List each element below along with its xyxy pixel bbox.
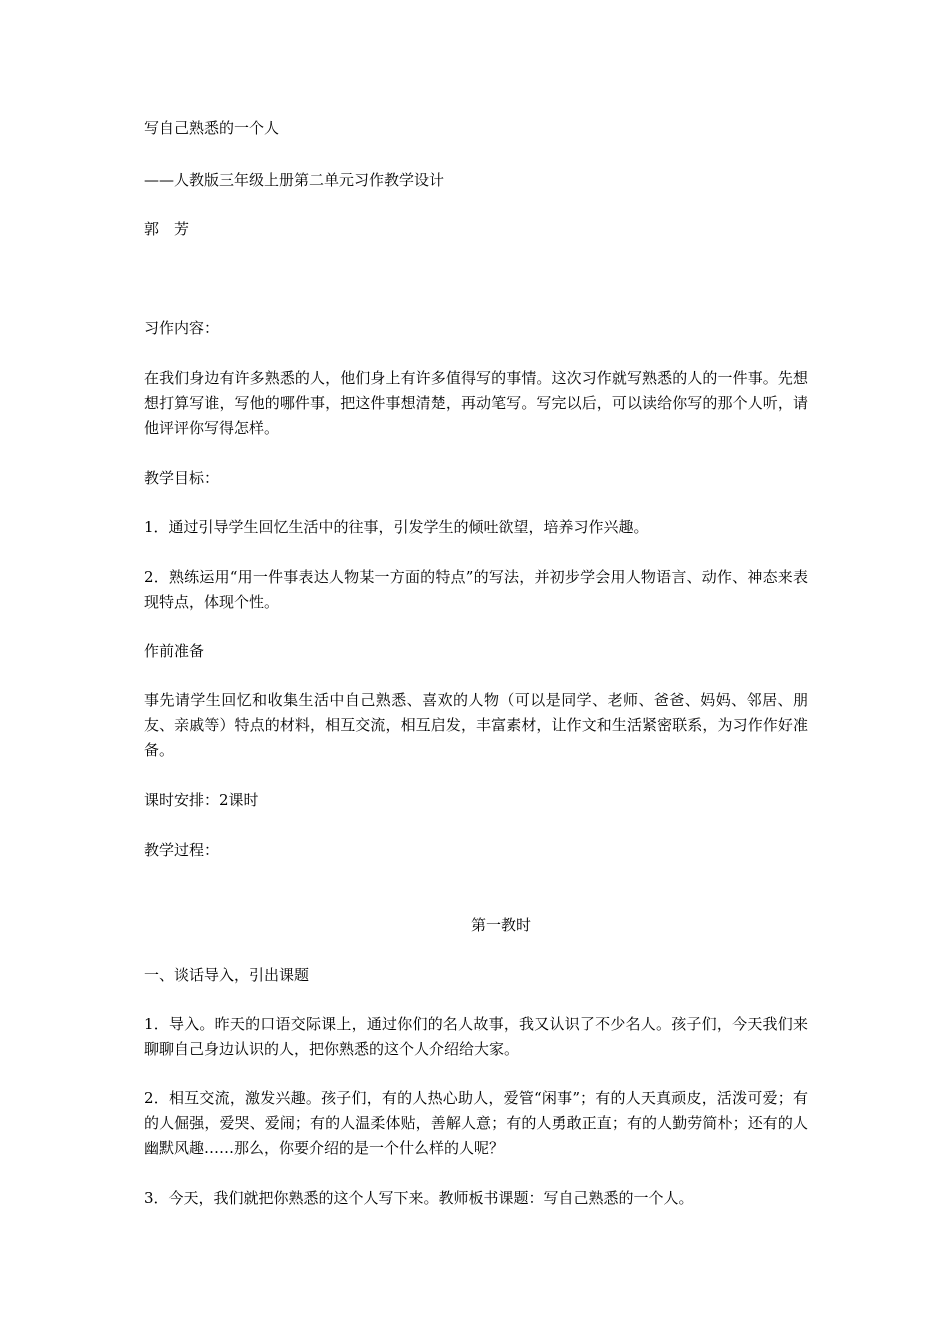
section-heading: 一、谈话导入，引出课题 [144,966,310,984]
schedule-line: 课时安排：2课时 [144,791,259,809]
document-subtitle: ——人教版三年级上册第二单元习作教学设计 [144,171,445,189]
step-item-2: 2．相互交流，激发兴趣。孩子们，有的人热心助人，爱管“闲事”；有的人天真顽皮，活泼可爱；有的人倔强，爱哭、爱闹；有的人温柔体贴，善解人意；有的人勇敢正直；有的人勤劳简朴；还有的人幽默风趣……那么，你要介绍的是一个什么样的人呢？ [144,1089,808,1157]
prep-paragraph: 事先请学生回忆和收集生活中自己熟悉、喜欢的人物（可以是同学、老师、爸爸、妈妈、邻居、朋友、亲戚等）特点的材料，相互交流，相互启发，丰富素材，让作文和生活紧密联系，为习作作好准备。 [144,691,808,759]
process-heading: 教学过程： [144,841,220,859]
step-item-3: 3．今天，我们就把你熟悉的这个人写下来。教师板书课题：写自己熟悉的一个人。 [144,1189,694,1207]
document-title: 写自己熟悉的一个人 [144,119,280,137]
step-item-1: 1．导入。昨天的口语交际课上，通过你们的名人故事，我又认识了不少名人。孩子们，今天我们来聊聊自己身边认识的人，把你熟悉的这个人介绍给大家。 [144,1015,808,1058]
goal-item-1: 1．通过引导学生回忆生活中的往事，引发学生的倾吐欲望，培养习作兴趣。 [144,518,649,536]
prep-heading: 作前准备 [144,642,205,660]
lesson-heading: 第一教时 [470,916,531,934]
content-paragraph: 在我们身边有许多熟悉的人，他们身上有许多值得写的事情。这次习作就写熟悉的人的一件事。先想想打算写谁，写他的哪件事，把这件事想清楚，再动笔写。写完以后，可以读给你写的那个人听，请他评评你写得怎样。 [144,369,808,437]
goal-item-2: 2．熟练运用“用一件事表达人物某一方面的特点”的写法，并初步学会用人物语言、动作、神态来表现特点，体现个性。 [144,568,808,611]
goals-heading: 教学目标： [144,469,220,487]
content-heading: 习作内容： [144,319,220,337]
author-name: 郭 芳 [144,220,190,238]
